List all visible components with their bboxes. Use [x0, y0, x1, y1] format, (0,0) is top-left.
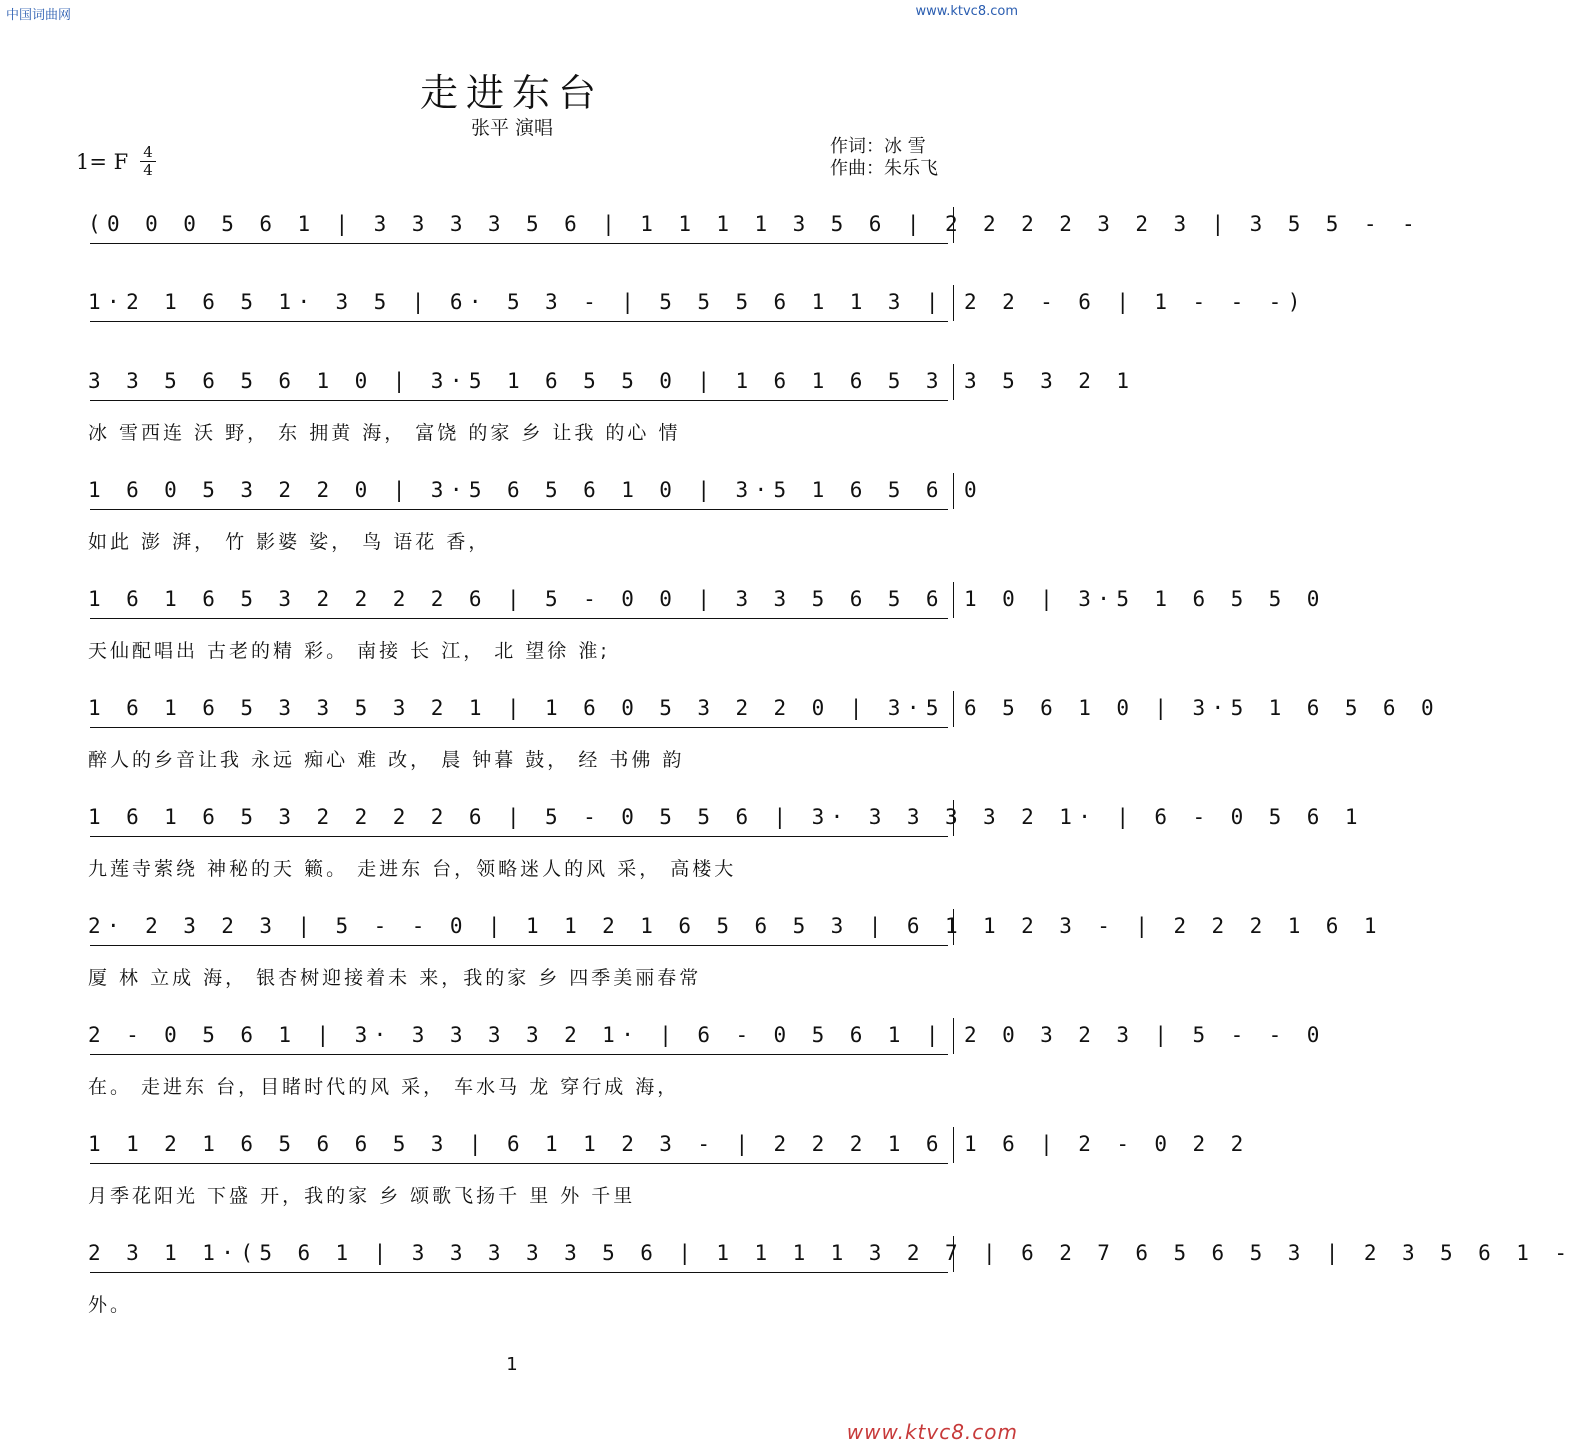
watermark: www.ktvc8.com [846, 1420, 1018, 1444]
score-system [84, 798, 1364, 880]
eighth-underline [90, 727, 948, 728]
barline [953, 285, 954, 321]
eighth-underline [90, 321, 948, 322]
lyrics-line: 九莲寺萦绕 神秘的天 籁。 走进东 台，领略迷人的风 采， 高楼大 [88, 858, 737, 880]
barline [953, 1127, 954, 1163]
barline [953, 1236, 954, 1272]
notes-line: 1 1 2 1 6 5 6 6 5 3 | 6 1 1 2 3 - | 2 2 2 1 6 1 6 | 2 - 0 2 2 [88, 1132, 1250, 1156]
barline [953, 364, 954, 400]
song-title: 走进东台 [419, 71, 604, 115]
eighth-underline [90, 836, 948, 837]
site-logo-left: 中国词曲网 [6, 8, 72, 23]
eighth-underline [90, 243, 948, 244]
lyrics-line: 外。 [88, 1294, 133, 1316]
notes-line: 2· 2 3 2 3 | 5 - - 0 | 1 1 2 1 6 5 6 5 3 | 6 1 1 2 3 - | 2 2 2 1 6 1 [88, 914, 1383, 938]
barline [953, 207, 954, 243]
time-signature-top: 4 [143, 143, 153, 161]
performer: 张平 演唱 [470, 117, 554, 139]
notes-line: 1·2 1 6 5 1· 3 5 | 6· 5 3 - | 5 5 5 6 1 1 3 | 2 2 - 6 | 1 - - -) [88, 290, 1307, 314]
score-system [84, 362, 1136, 444]
barline [953, 582, 954, 618]
score-system [84, 1016, 1326, 1098]
notes-line: 1 6 1 6 5 3 2 2 2 2 6 | 5 - 0 5 5 6 | 3· 3 3 3 3 2 1· | 6 - 0 5 6 1 [88, 805, 1364, 829]
time-signature-bottom: 4 [140, 161, 156, 179]
credits [830, 136, 938, 180]
eighth-underline [90, 945, 948, 946]
score-system [84, 689, 1441, 771]
lyrics-line: 在。 走进东 台，目睹时代的风 采， 车水马 龙 穿行成 海， [88, 1076, 680, 1098]
notes-line: 2 - 0 5 6 1 | 3· 3 3 3 3 2 1· | 6 - 0 5 6 1 | 2 0 3 2 3 | 5 - - 0 [88, 1023, 1326, 1047]
score-system [84, 907, 1383, 989]
barline [953, 473, 954, 509]
eighth-underline [90, 509, 948, 510]
eighth-underline [90, 1054, 948, 1055]
composer: 作曲：朱乐飞 [830, 158, 938, 179]
score-system [84, 580, 1326, 662]
eighth-underline [90, 400, 948, 401]
lyrics-line: 月季花阳光 下盛 开，我的家 乡 颂歌飞扬千 里 外 千里 [88, 1185, 636, 1207]
score-system [84, 1125, 1250, 1207]
eighth-underline [90, 1272, 948, 1273]
lyrics-line: 冰 雪西连 沃 野， 东 拥黄 海， 富饶 的家 乡 让我 的心 情 [88, 422, 681, 444]
barline [953, 800, 954, 836]
notes-line: 1 6 1 6 5 3 2 2 2 2 6 | 5 - 0 0 | 3 3 5 6 5 6 1 0 | 3·5 1 6 5 5 0 [88, 587, 1326, 611]
notes-line: (0 0 0 5 6 1 | 3 3 3 3 5 6 | 1 1 1 1 3 5 6 | 2 2 2 2 3 2 3 | 3 5 5 - - [88, 212, 1422, 236]
score-system [84, 1234, 1573, 1316]
page-number: 1 [506, 1354, 518, 1375]
notes-line: 1 6 1 6 5 3 3 5 3 2 1 | 1 6 0 5 3 2 2 0 | 3·5 6 5 6 1 0 | 3·5 1 6 5 6 0 [88, 696, 1441, 720]
notes-line: 3 3 5 6 5 6 1 0 | 3·5 1 6 5 5 0 | 1 6 1 6 5 3 3 5 3 2 1 [88, 369, 1136, 393]
score-system [84, 205, 1422, 259]
barline [953, 691, 954, 727]
eighth-underline [90, 618, 948, 619]
time-signature [140, 144, 156, 179]
lyrics-line: 天仙配唱出 古老的精 彩。 南接 长 江， 北 望徐 淮; [88, 640, 610, 662]
barline [953, 1018, 954, 1054]
eighth-underline [90, 1163, 948, 1164]
lyrics-line: 厦 林 立成 海， 银杏树迎接着未 来，我的家 乡 四季美丽春常 [88, 967, 702, 989]
lyrics-line: 醉人的乡音让我 永远 痴心 难 改， 晨 钟暮 鼓， 经 书佛 韵 [88, 749, 685, 771]
notes-line: 2 3 1 1·(5 6 1 | 3 3 3 3 3 5 6 | 1 1 1 1 3 2 7 | 6 2 7 6 5 6 5 3 | 2 3 5 6 1 - [88, 1241, 1573, 1265]
key-signature: 1= F [76, 150, 129, 174]
notes-line: 1 6 0 5 3 2 2 0 | 3·5 6 5 6 1 0 | 3·5 1 6 5 6 0 [88, 478, 984, 502]
score-system [84, 283, 1307, 337]
score-system [84, 471, 984, 553]
lyrics-line: 如此 澎 湃， 竹 影婆 娑， 鸟 语花 香， [88, 531, 491, 553]
lyricist: 作词：冰 雪 [830, 136, 926, 157]
barline [953, 909, 954, 945]
site-url-right: www.ktvc8.com [915, 4, 1018, 19]
